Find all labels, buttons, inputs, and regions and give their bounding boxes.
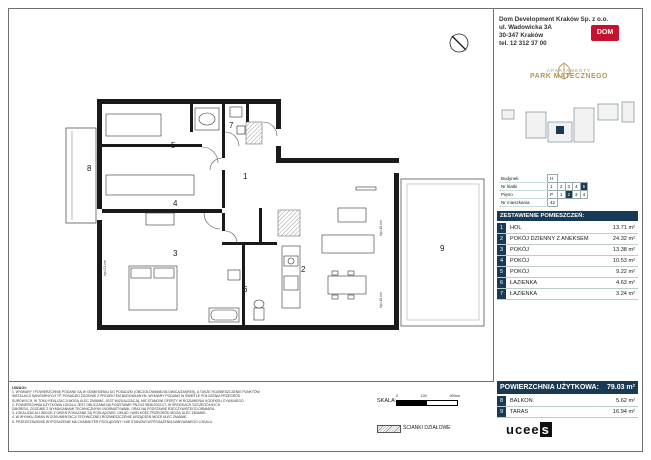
brand-line1: APARTAMENTY	[546, 68, 591, 73]
scale-numbers: 0 100 200cm	[396, 394, 460, 398]
rooms-header: ZESTAWIENIE POMIESZCZEŃ:	[497, 211, 638, 221]
info-cell: 4	[573, 183, 581, 191]
svg-text:8: 8	[87, 164, 92, 173]
room-name: POKÓJ	[510, 258, 529, 264]
usable-value: 79.03 m²	[606, 384, 635, 391]
room-area: 9.22 m²	[616, 269, 635, 275]
usable-label: POWIERZCHNIA UŻYTKOWA:	[500, 384, 599, 391]
ucees-logo	[506, 422, 552, 437]
room-name: HOL	[510, 225, 522, 231]
shaft	[246, 122, 262, 144]
room-area: 5.62 m²	[616, 398, 635, 404]
room-markers	[237, 126, 245, 134]
room-number: 3	[497, 245, 506, 255]
info-cell: 1	[548, 183, 558, 191]
room-row	[497, 223, 638, 234]
info-panel	[494, 8, 643, 452]
usable-area	[497, 381, 638, 394]
note-line: INSTALACJI SANITARNYCH TP. POSADZKI ZGODNIE Z PROJEKTEM BUDOWLANYM. WYMIARY PODANO W ŚWIETLE POŁOŻENIA PRZEGRÓD	[12, 394, 241, 399]
room-area: 3.24 m²	[616, 291, 635, 297]
svg-text:4: 4	[173, 199, 178, 208]
note-line: ZAKRESU, ZGODNIE Z WYMAGANIAMI TECHNICZNYMI I NORMATYWAMI, ORAZ NA PODSTAWIE RZECZYWISTEGO OBMIARU.	[12, 407, 216, 412]
info-cell: 42	[548, 199, 558, 207]
room-row	[497, 245, 638, 256]
room-area: 13.71 m²	[612, 225, 635, 231]
scale-bar	[396, 400, 458, 406]
svg-text:6: 6	[243, 285, 248, 294]
balcony	[66, 128, 96, 223]
legend-text: ŚCIANKI DZIAŁOWE	[403, 425, 451, 431]
brand-line2: PARK MATECZNEGO	[529, 73, 609, 80]
company-name: Dom Development Kraków Sp. z o.o.	[499, 16, 609, 23]
room-name: POKÓJ DZIENNY Z ANEKSEM	[510, 236, 589, 242]
room-name: BALKON	[510, 398, 533, 404]
info-label: Piętro	[499, 191, 548, 199]
svg-text:5: 5	[171, 141, 176, 150]
svg-text:hp=16 cm: hp=16 cm	[379, 220, 383, 236]
note-line: 3. LOKALIZACJA I WIDOK Z OKIEN POKAZANE SĄ POGLĄDOWO. UKŁAD I WIELKOŚĆ PRZEGRÓD MOGĄ ULEC ZMIANIE.	[12, 411, 207, 416]
room-number: 2	[497, 234, 506, 244]
svg-text:hp=21 cm: hp=21 cm	[103, 260, 107, 276]
room-row	[497, 289, 638, 300]
ucees-logo-b: s	[541, 422, 550, 437]
notes-title: UWAGI:	[12, 385, 27, 390]
site-map	[498, 98, 638, 164]
svg-text:2: 2	[301, 265, 306, 274]
room-number: 1	[497, 223, 506, 233]
floor-plan-area	[8, 8, 494, 382]
company-phone: tel. 12 312 37 00	[499, 40, 547, 47]
info-cell: 3	[573, 191, 581, 199]
floor-plan	[8, 8, 494, 382]
extra-row	[497, 407, 638, 418]
info-cell: 2	[565, 191, 573, 199]
room-name: POKÓJ	[510, 269, 529, 275]
brand-logo	[514, 68, 624, 80]
info-row	[499, 175, 588, 183]
info-cell: H	[548, 175, 558, 183]
extras-list	[497, 396, 638, 418]
info-row	[499, 183, 588, 191]
room-number: 4	[497, 256, 506, 266]
room-name: POKÓJ	[510, 247, 529, 253]
room-row	[497, 278, 638, 289]
room-name: ŁAZIENKA	[510, 291, 538, 297]
info-cell: 2	[558, 183, 566, 191]
info-cell: 4	[580, 191, 588, 199]
ucees-logo-a: ucee	[506, 422, 540, 437]
note-line: 4. W WYNIKU ZMIAN W DOKUMENTACJI TECHNICZNEJ ROZMIESZCZENIE URZĄDZEŃ MOŻE ULEC ZMIANIE.	[12, 415, 188, 420]
shaft	[278, 210, 300, 236]
room-row	[497, 234, 638, 245]
partition-wall-swatch	[377, 425, 401, 433]
svg-text:1: 1	[243, 172, 248, 181]
info-cell: P	[548, 191, 558, 199]
info-label: Budynek	[499, 175, 548, 183]
note-line: 1. WYMIARY I POWIERZCHNIE PODANE SĄ W ODNIESIENIU DO POSADZKI (OBCZOŁOWANIE/GŁOWICA/ZAKRES), A TAKŻE ROZMIESZCZENIE PUNKTÓW	[12, 390, 260, 395]
rooms-list	[497, 223, 638, 300]
room-area: 16.94 m²	[612, 409, 635, 415]
room-area: 13.38 m²	[612, 247, 635, 253]
svg-text:7: 7	[229, 121, 234, 130]
door-swings	[202, 122, 277, 243]
room-number: 5	[497, 267, 506, 277]
notes	[12, 386, 332, 424]
scale-end: 200cm	[449, 394, 460, 398]
room-number: 7	[497, 289, 506, 299]
furniture	[322, 187, 376, 299]
room-area: 4.63 m²	[616, 280, 635, 286]
extra-row	[497, 396, 638, 407]
kitchen-counter	[282, 246, 300, 308]
room-area: 24.32 m²	[612, 236, 635, 242]
room-name: ŁAZIENKA	[510, 280, 538, 286]
room-area: 10.53 m²	[612, 258, 635, 264]
company-city: 30-347 Kraków	[499, 32, 544, 39]
note-line: SUROWYCH, W TOKU REALIZACJI MOGĄ ULEC ZMIANIE. JEST WIZUALIZACJĄ, NIE STANOWI OFERTY W ROZUMIENIU KODEKSU CYWILNEGO.	[12, 398, 245, 403]
svg-text:hp=16 cm: hp=16 cm	[379, 292, 383, 308]
room-number: 8	[497, 396, 506, 406]
company-street: ul. Wadowicka 3A	[499, 24, 552, 31]
room-row	[497, 256, 638, 267]
room-number: 6	[497, 278, 506, 288]
info-cell: 1	[558, 191, 566, 199]
note-line: 5. PRZEDSTAWIONE WYPOSAŻENIE MA CHARAKTER POGLĄDOWY I NIE STANOWI WYPOSAŻENIA NABYWANEGO LOKALU.	[12, 419, 213, 424]
info-row	[499, 199, 588, 207]
north-arrow-icon	[450, 34, 468, 52]
info-cell: 3	[565, 183, 573, 191]
room-number: 9	[497, 407, 506, 417]
room-name: TARAS	[510, 409, 529, 415]
dom-logo: DOM	[591, 25, 619, 41]
info-cell: 5	[580, 183, 588, 191]
svg-text:9: 9	[440, 244, 445, 253]
info-label: Nr mieszkania	[499, 199, 548, 207]
scale-label: SKALA:	[377, 398, 397, 404]
info-label: Nr klatki	[499, 183, 548, 191]
apartment-info-table	[499, 174, 588, 207]
room-row	[497, 267, 638, 278]
info-row	[499, 191, 588, 199]
note-line: 2. POWIERZCHNIA UŻYTKOWA LOKALU JEST OBLICZANA NA PODSTAWIE PN-ISO 9836:2022-07, W ŚRODKACH SZCZEGÓLNYCH	[12, 402, 221, 407]
scale-mid: 100	[420, 394, 427, 398]
svg-text:3: 3	[173, 249, 178, 258]
